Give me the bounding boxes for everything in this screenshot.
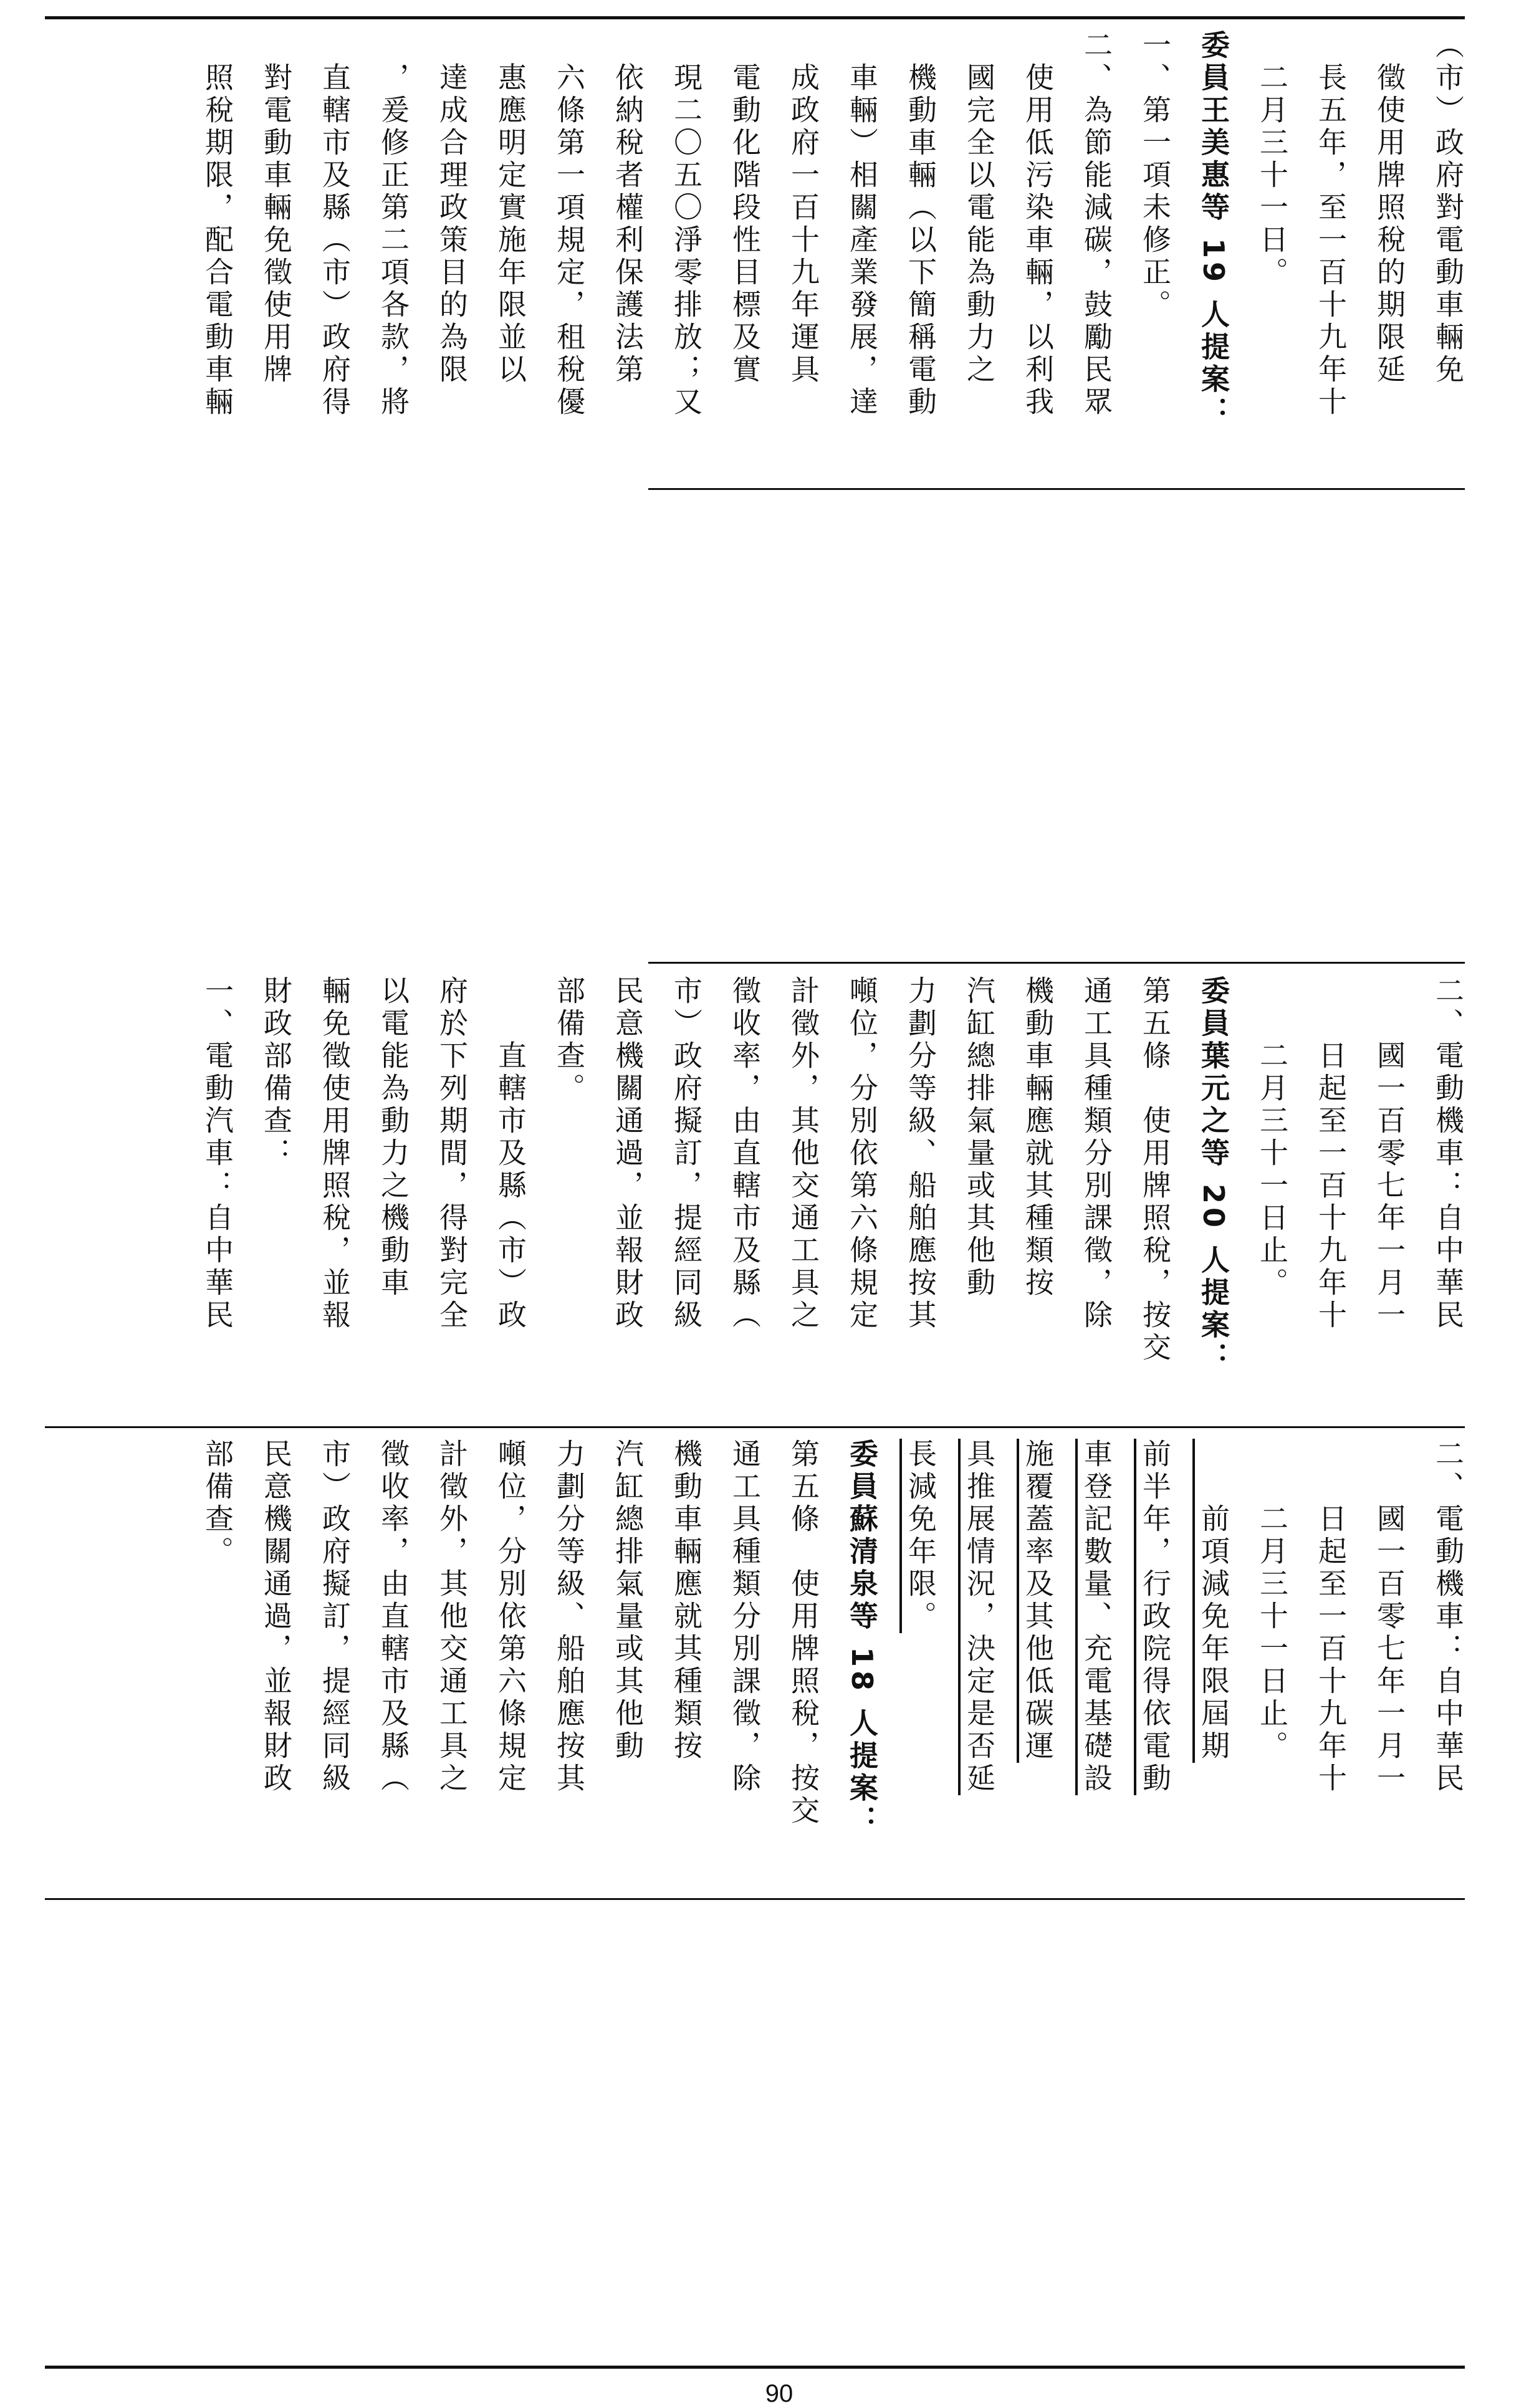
text-line: 成政府一百十九年運具: [787, 30, 820, 386]
text-line: 一、電動汽車：自中華民: [201, 976, 234, 1332]
proposal-heading: 委員葉元之等 20 人提案：: [1197, 976, 1230, 1375]
text-line: 第五條 使用牌照稅，按交: [787, 1439, 820, 1828]
text-line: 以電能為動力之機動車: [376, 976, 410, 1300]
text-line: 二、電動機車：自中華民: [1431, 1439, 1465, 1795]
text-line: 達成合理政策目的為限: [435, 30, 469, 386]
text-line: 惠應明定實施年限並以: [494, 30, 527, 386]
text-line: 國一百零七年一月一: [1373, 1439, 1406, 1795]
text-line: 長減免年限。: [904, 1439, 937, 1633]
top-border-line: [45, 16, 1465, 19]
middle-bottom-divider-rule: [45, 1426, 1465, 1428]
bottom-text-block: [22, 1439, 1477, 1895]
middle-text-block: [22, 976, 1477, 1423]
text-line: 二月三十一日止。: [1255, 1439, 1289, 1763]
text-line: 對電動車輛免徵使用牌: [259, 30, 293, 386]
text-line: 照稅期限，配合電動車輛: [201, 30, 234, 419]
text-line: 徵收率，由直轄市及縣（: [376, 1439, 410, 1795]
text-line: 六條第一項規定，租稅優: [552, 30, 586, 419]
proposal-heading: 委員蘇清泉等 18 人提案：: [845, 1439, 879, 1838]
text-line: 日起至一百十九年十: [1314, 1439, 1348, 1795]
text-line: 二、電動機車：自中華民: [1431, 976, 1465, 1332]
text-line: 計徵外，其他交通工具之: [787, 976, 820, 1332]
text-line: 前半年，行政院得依電動: [1138, 1439, 1172, 1795]
text-line: 二月三十一日止。: [1255, 976, 1289, 1300]
text-line: 部備查。: [552, 976, 586, 1105]
text-line: 使用低污染車輛，以利我: [1021, 30, 1055, 419]
text-line: 部備查。: [201, 1439, 234, 1568]
top-text-block: [22, 30, 1477, 485]
text-line: 具推展情況，決定是否延: [962, 1439, 996, 1795]
text-line: 徵使用牌照稅的期限延: [1373, 30, 1406, 386]
text-line: 現二〇五〇淨零排放；又: [669, 30, 703, 419]
bottom-border-line: [45, 2366, 1465, 2369]
text-line: 計徵外，其他交通工具之: [435, 1439, 469, 1795]
text-line: 二、為節能減碳，鼓勵民眾: [1080, 30, 1113, 419]
text-line: 二月三十一日。: [1255, 30, 1289, 289]
bottom-section-rule: [45, 1898, 1465, 1900]
text-line: 通工具種類分別課徵，除: [728, 1439, 762, 1795]
text-line: 財政部備查：: [259, 976, 293, 1170]
top-section-bottom-rule: [648, 488, 1465, 490]
text-line: 通工具種類分別課徵，除: [1080, 976, 1113, 1332]
text-line: 前項減免年限屆期: [1197, 1439, 1230, 1763]
text-line: 汽缸總排氣量或其他動: [962, 976, 996, 1300]
text-line: 力劃分等級、船舶應按其: [552, 1439, 586, 1795]
text-line: 汽缸總排氣量或其他動: [611, 1439, 645, 1763]
text-line: 車輛）相關產業發展，達: [845, 30, 879, 419]
text-line: 直轄市及縣（市）政: [494, 976, 527, 1332]
text-line: 國一百零七年一月一: [1373, 976, 1406, 1332]
text-line: 車登記數量、充電基礎設: [1080, 1439, 1113, 1795]
text-line: 徵收率，由直轄市及縣（: [728, 976, 762, 1332]
text-line: 民意機關通過，並報財政: [259, 1439, 293, 1795]
text-line: 府於下列期間，得對完全: [435, 976, 469, 1332]
text-line: 機動車輛（以下簡稱電動: [904, 30, 937, 419]
text-line: 力劃分等級、船舶應按其: [904, 976, 937, 1332]
text-line: 長五年，至一百十九年十: [1314, 30, 1348, 419]
text-line: 民意機關通過，並報財政: [611, 976, 645, 1332]
page-number: 90: [765, 2380, 793, 2407]
text-line: 市）政府擬訂，提經同級: [669, 976, 703, 1332]
text-line: 直轄市及縣（市）政府得: [318, 30, 352, 419]
text-line: ，爰修正第二項各款，將: [376, 30, 410, 419]
text-line: 噸位，分別依第六條規定: [845, 976, 879, 1332]
text-line: 依納稅者權利保護法第: [611, 30, 645, 386]
text-line: 日起至一百十九年十: [1314, 976, 1348, 1332]
text-line: 一、第一項未修正。: [1138, 30, 1172, 322]
text-line: 機動車輛應就其種類按: [1021, 976, 1055, 1300]
text-line: 噸位，分別依第六條規定: [494, 1439, 527, 1795]
text-line: 電動化階段性目標及實: [728, 30, 762, 386]
text-line: 國完全以電能為動力之: [962, 30, 996, 386]
text-line: （市）政府對電動車輛免: [1431, 30, 1465, 386]
proposal-heading: 委員王美惠等 19 人提案：: [1197, 30, 1230, 429]
text-line: 市）政府擬訂，提經同級: [318, 1439, 352, 1795]
text-line: 施覆蓋率及其他低碳運: [1021, 1439, 1055, 1763]
text-line: 機動車輛應就其種類按: [669, 1439, 703, 1763]
text-line: 輛免徵使用牌照稅，並報: [318, 976, 352, 1332]
text-line: 第五條 使用牌照稅，按交: [1138, 976, 1172, 1365]
middle-section-top-rule: [648, 962, 1465, 964]
